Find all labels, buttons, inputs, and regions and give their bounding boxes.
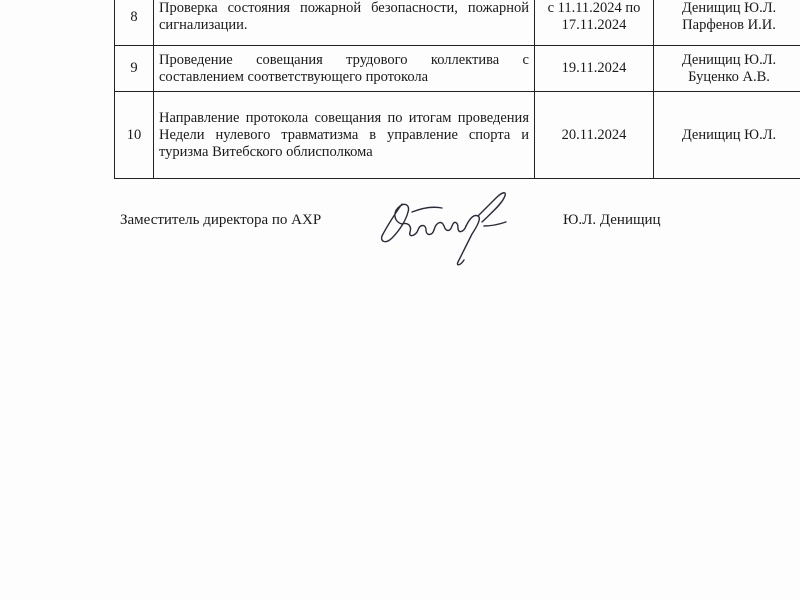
task-date: 20.11.2024 — [535, 92, 654, 179]
task-description: Проведение совещания трудового коллектива с составлением соответствующего протокола — [154, 46, 535, 92]
row-number: 8 — [115, 0, 154, 46]
task-responsible: Денищиц Ю.Л. Парфенов И.И. — [654, 0, 800, 46]
task-responsible: Денищиц Ю.Л. Буценко А.В. — [654, 46, 800, 92]
signer-name: Ю.Л. Денищиц — [563, 212, 661, 228]
events-table — [114, 0, 800, 179]
task-responsible: Денищиц Ю.Л. — [654, 92, 800, 179]
task-date: 19.11.2024 — [535, 46, 654, 92]
task-description: Проверка состояния пожарной безопасности, пожарной сигнализации. — [154, 0, 535, 46]
row-number: 10 — [115, 92, 154, 179]
task-date: с 11.11.2024 по 17.11.2024 — [535, 0, 654, 46]
table-row — [115, 92, 800, 179]
row-number: 9 — [115, 46, 154, 92]
table-row — [115, 0, 800, 46]
task-description: Направление протокола совещания по итогам проведения Недели нулевого травматизма в управление спорта и туризма Витебского облисполкома — [154, 92, 535, 179]
table-row — [115, 46, 800, 92]
signer-position: Заместитель директора по АХР — [120, 212, 322, 228]
handwritten-signature — [372, 182, 532, 277]
